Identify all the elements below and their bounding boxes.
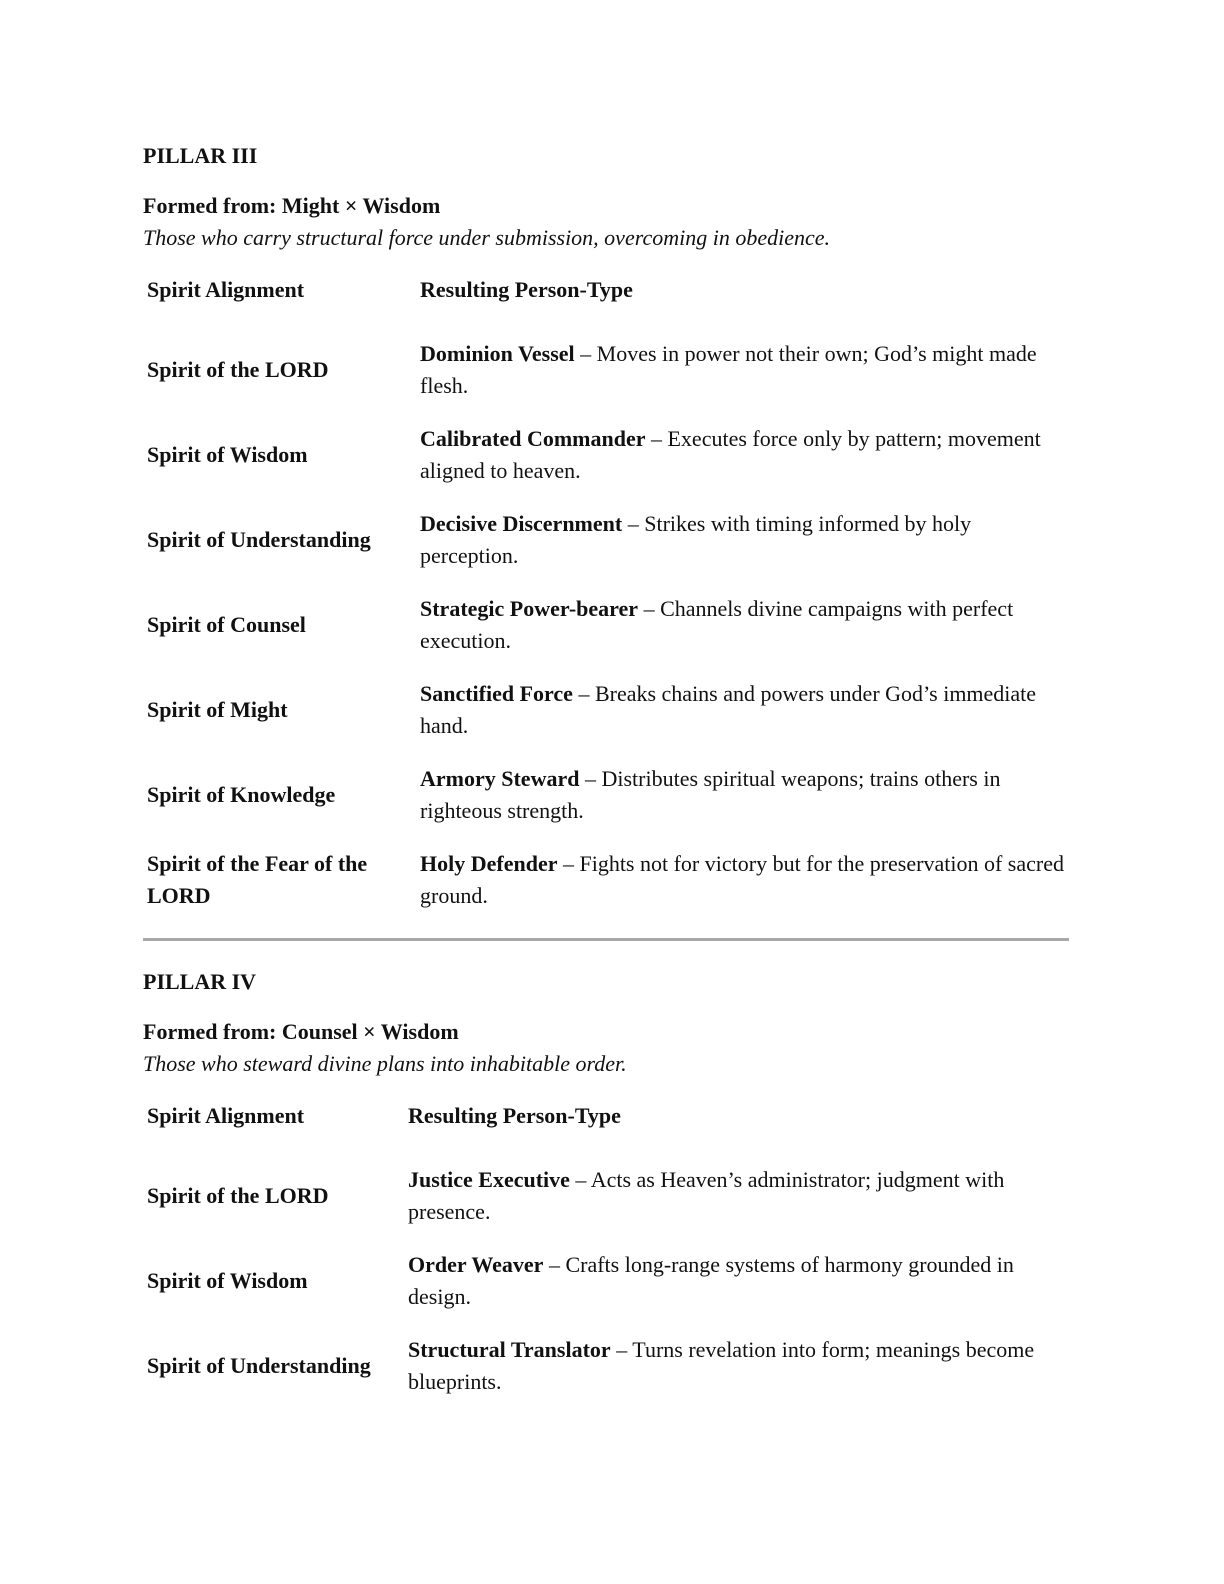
pillar-iv-section [143, 968, 1069, 1408]
person-type-desc: – Crafts long-range systems of harmony grounded in design. [408, 1251, 1014, 1309]
person-type-desc: – Distributes spiritual weapons; trains others in righteous strength. [420, 765, 1001, 823]
person-type-cell [420, 752, 1069, 837]
pillar-tagline: Those who steward divine plans into inhabitable order. [143, 1051, 627, 1076]
table-row [143, 667, 1069, 752]
person-type-name: Decisive Discernment [420, 510, 623, 536]
spirit-cell: Spirit of Knowledge [147, 781, 336, 807]
spirit-cell: Spirit of Wisdom [147, 1267, 308, 1293]
person-type-desc: – Channels divine campaigns with perfect execution. [420, 595, 1014, 653]
table-row [143, 752, 1069, 837]
table-header-row [143, 274, 1069, 327]
spirit-cell: Spirit of Understanding [147, 1352, 371, 1378]
person-type-cell [420, 837, 1069, 922]
formed-from: Formed from: Might × Wisdom [143, 193, 441, 218]
person-type-name: Justice Executive [408, 1166, 570, 1192]
header-person-type: Resulting Person-Type [420, 277, 633, 302]
person-type-cell [420, 412, 1069, 497]
spirit-cell: Spirit of Understanding [147, 526, 371, 552]
person-type-cell [408, 1153, 1069, 1238]
person-type-cell [420, 582, 1069, 667]
spirit-cell: Spirit of the LORD [147, 356, 329, 382]
table-row [143, 1323, 1069, 1408]
header-spirit-alignment: Spirit Alignment [147, 1103, 305, 1128]
spirit-cell: Spirit of the LORD [147, 1182, 329, 1208]
person-type-desc: – Strikes with timing informed by holy perception. [420, 510, 972, 568]
table-row [143, 412, 1069, 497]
pillar-tagline: Those who carry structural force under submission, overcoming in obedience. [143, 225, 831, 250]
spirit-cell: Spirit of Counsel [147, 611, 306, 637]
person-type-cell [420, 497, 1069, 582]
pillar-title: PILLAR III [143, 143, 258, 168]
person-type-name: Calibrated Commander [420, 425, 646, 451]
person-type-name: Structural Translator [408, 1336, 611, 1362]
table-row [143, 582, 1069, 667]
person-type-cell [408, 1323, 1069, 1408]
alignment-table [143, 1100, 1069, 1408]
person-type-desc: – Executes force only by pattern; movement aligned to heaven. [420, 425, 1041, 483]
person-type-desc: – Moves in power not their own; God’s might made flesh. [420, 340, 1037, 398]
person-type-desc: – Breaks chains and powers under God’s immediate hand. [420, 680, 1037, 738]
table-row [143, 497, 1069, 582]
spirit-cell: Spirit of Wisdom [147, 441, 308, 467]
person-type-desc: – Fights not for victory but for the preservation of sacred ground. [420, 850, 1064, 908]
pillar-title: PILLAR IV [143, 969, 257, 994]
person-type-desc: – Turns revelation into form; meanings become blueprints. [408, 1336, 1035, 1394]
table-row [143, 1153, 1069, 1238]
table-row [143, 837, 1069, 922]
section-divider [143, 938, 1069, 941]
person-type-name: Armory Steward [420, 765, 580, 791]
header-spirit-alignment: Spirit Alignment [147, 277, 305, 302]
formed-from: Formed from: Counsel × Wisdom [143, 1019, 459, 1044]
person-type-name: Strategic Power-bearer [420, 595, 639, 621]
spirit-cell: Spirit of the Fear of the LORD [147, 850, 368, 908]
person-type-cell [408, 1238, 1069, 1323]
header-person-type: Resulting Person-Type [408, 1103, 621, 1128]
person-type-name: Order Weaver [408, 1251, 544, 1277]
table-row [143, 327, 1069, 412]
person-type-name: Sanctified Force [420, 680, 573, 706]
person-type-name: Holy Defender [420, 850, 558, 876]
person-type-name: Dominion Vessel [420, 340, 575, 366]
pillar-iii-section [143, 142, 1069, 922]
person-type-desc: – Acts as Heaven’s administrator; judgment with presence. [408, 1166, 1005, 1224]
table-header-row [143, 1100, 1069, 1153]
person-type-cell [420, 327, 1069, 412]
spirit-cell: Spirit of Might [147, 696, 288, 722]
table-row [143, 1238, 1069, 1323]
alignment-table [143, 274, 1069, 922]
person-type-cell [420, 667, 1069, 752]
